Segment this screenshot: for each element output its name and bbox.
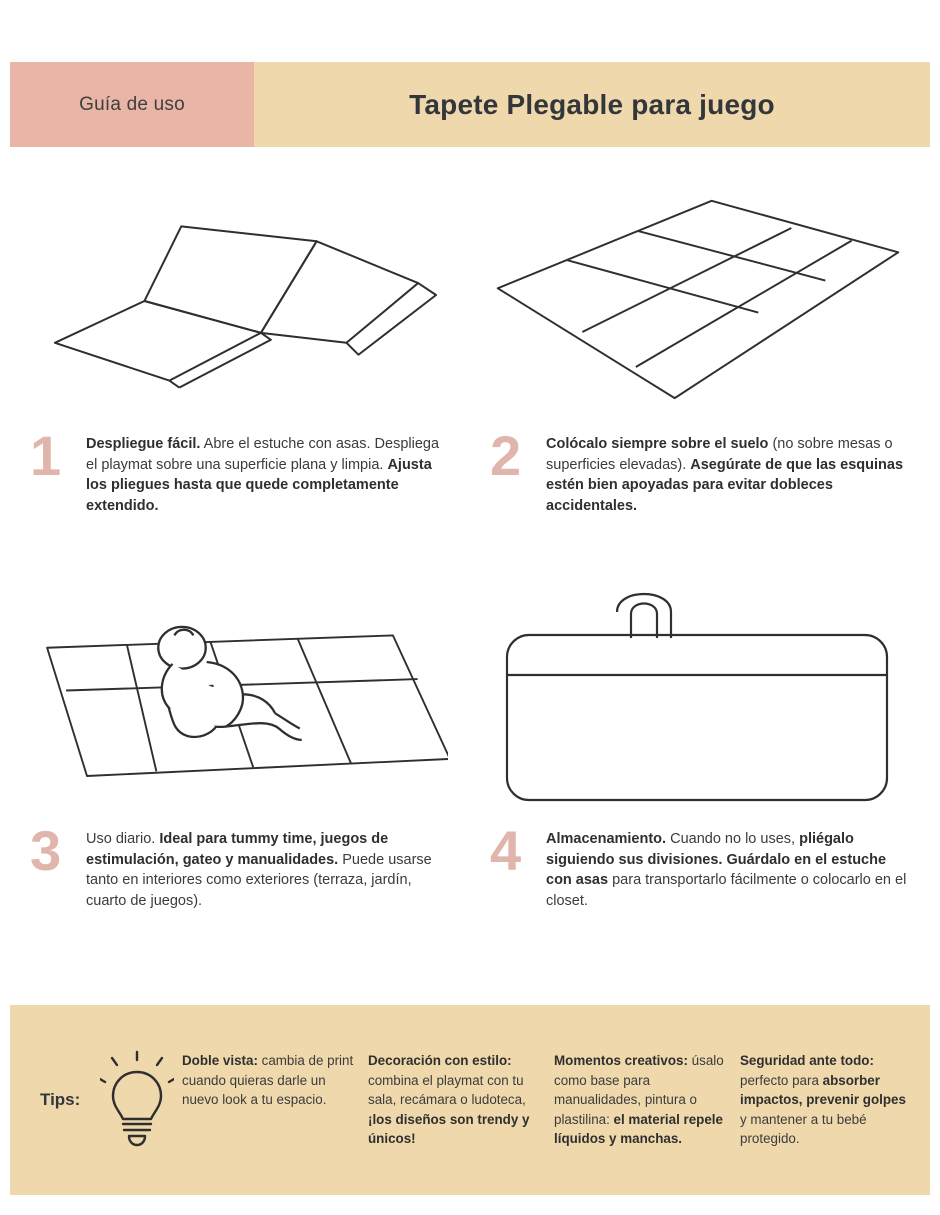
tips-bar xyxy=(10,1005,930,1195)
step-1-caption xyxy=(30,425,448,516)
folded-playmat-illustration xyxy=(30,170,448,425)
step-2-text: Colócalo siempre sobre el suelo (no sobre mesas o superficies elevadas). Asegúrate de que las esquinas estén bien apoyadas para evitar dobleces accidentales. xyxy=(546,436,904,514)
carry-case-illustration xyxy=(490,580,908,820)
header xyxy=(10,62,930,147)
step-1-text: Despliegue fácil. Abre el estuche con asas. Despliega el playmat sobre una superficie plana y limpia. Ajusta los pliegues hasta que quede completamente extendido. xyxy=(86,436,440,514)
step-2-caption xyxy=(490,425,908,516)
step-4-caption xyxy=(490,820,908,911)
step-row-1 xyxy=(10,170,930,516)
step-3-text: Uso diario. Ideal para tummy time, juegos de estimulación, gateo y manualidades. Puede usarse tanto en interiores como exteriores (terraza, jardín, cuarto de juegos). xyxy=(86,831,432,910)
header-title-band xyxy=(254,62,930,147)
step-1-number: 1 xyxy=(30,424,62,487)
step-row-2 xyxy=(10,580,930,911)
tips-label: Tips: xyxy=(40,1090,81,1109)
tip-item: Doble vista: cambia de print cuando quieras darle un nuevo look a tu espacio. xyxy=(182,1053,354,1108)
step-4-text: Almacenamiento. Cuando no lo uses, pliégalo siguiendo sus divisiones. Guárdalo en el estuche con asas para transportarlo fácilmente o colocarlo en el closet. xyxy=(546,831,907,910)
tip-item: Momentos creativos: úsalo como base para manualidades, pintura o plastilina: el material repele líquidos y manchas. xyxy=(554,1053,724,1147)
steps-section xyxy=(10,170,930,912)
step-3-caption xyxy=(30,820,448,911)
step-1 xyxy=(10,170,470,516)
tip-item: Seguridad ante todo: perfecto para absorber impactos, prevenir golpes y mantener a tu bebé protegido. xyxy=(740,1053,906,1147)
lightbulb-icon xyxy=(98,1050,176,1150)
step-2 xyxy=(470,170,930,516)
flat-playmat-grid-illustration xyxy=(490,170,908,425)
step-3-number: 3 xyxy=(30,819,62,883)
step-4 xyxy=(470,580,930,911)
tip-item: Decoración con estilo: combina el playmat con tu sala, recámara o ludoteca, ¡los diseños son trendy y únicos! xyxy=(368,1053,530,1147)
step-2-number: 2 xyxy=(490,424,522,487)
header-badge xyxy=(10,62,254,147)
step-4-number: 4 xyxy=(490,819,522,883)
header-badge-label: Guía de uso xyxy=(79,93,185,115)
step-3 xyxy=(10,580,470,911)
tips-columns xyxy=(176,1051,912,1148)
baby-on-playmat-illustration xyxy=(30,580,448,820)
page-title: Tapete Plegable para juego xyxy=(409,88,775,120)
